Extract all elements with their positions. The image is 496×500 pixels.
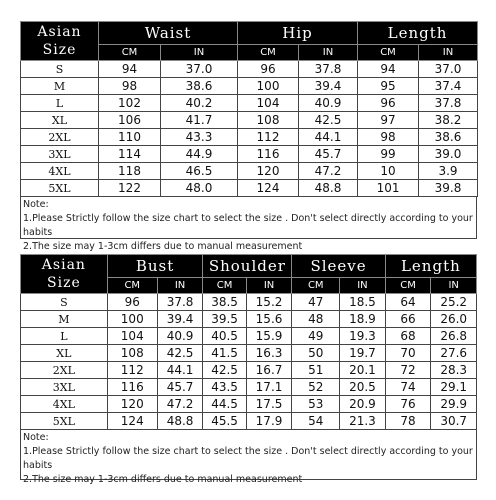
table-row — [21, 146, 478, 163]
size-cell: M — [21, 78, 99, 95]
size-header-line1: Asian — [41, 257, 86, 273]
size-column-header — [21, 255, 108, 294]
table-row — [21, 294, 477, 311]
measurement-cell: 101 — [358, 180, 419, 197]
measurement-cell: 48.8 — [157, 413, 203, 430]
size-cell: 5XL — [21, 413, 108, 430]
measurement-cell: 37.8 — [299, 61, 358, 78]
table-row — [21, 396, 477, 413]
size-header-line1: Asian — [37, 24, 82, 40]
measurement-cell: 15.9 — [246, 328, 292, 345]
group-header-shoulder: Shoulder — [203, 255, 292, 278]
size-cell: 2XL — [21, 362, 108, 379]
measurement-cell: 66 — [385, 311, 431, 328]
table-row — [21, 61, 478, 78]
size-cell: 4XL — [21, 396, 108, 413]
size-cell: 3XL — [21, 379, 108, 396]
measurement-cell: 52 — [292, 379, 340, 396]
measurement-cell: 39.5 — [203, 311, 246, 328]
measurement-cell: 46.5 — [161, 163, 238, 180]
unit-header-in: IN — [157, 278, 203, 294]
measurement-cell: 108 — [107, 345, 157, 362]
measurement-cell: 17.1 — [246, 379, 292, 396]
size-cell: 5XL — [21, 180, 99, 197]
measurement-cell: 51 — [292, 362, 340, 379]
measurement-cell: 20.1 — [340, 362, 386, 379]
note-line-2: 2.The size may 1-3cm differs due to manual measurement — [23, 474, 303, 485]
measurement-cell: 43.5 — [203, 379, 246, 396]
measurement-cell: 16.7 — [246, 362, 292, 379]
measurement-cell: 114 — [99, 146, 161, 163]
unit-header-cm: CM — [99, 45, 161, 61]
measurement-cell: 48.8 — [299, 180, 358, 197]
table-row — [21, 180, 478, 197]
unit-header-cm: CM — [292, 278, 340, 294]
measurement-cell: 41.5 — [203, 345, 246, 362]
measurement-cell: 16.3 — [246, 345, 292, 362]
table-row — [21, 129, 478, 146]
table-body — [21, 294, 477, 430]
table-row — [21, 95, 478, 112]
unit-header-in: IN — [431, 278, 477, 294]
size-table — [20, 21, 478, 197]
unit-header-cm: CM — [238, 45, 299, 61]
measurement-cell: 98 — [358, 129, 419, 146]
measurement-cell: 48 — [292, 311, 340, 328]
measurement-cell: 96 — [107, 294, 157, 311]
measurement-cell: 98 — [99, 78, 161, 95]
measurement-cell: 29.1 — [431, 379, 477, 396]
size-column-header — [21, 22, 99, 61]
measurement-cell: 37.0 — [161, 61, 238, 78]
measurement-cell: 30.7 — [431, 413, 477, 430]
measurement-cell: 116 — [238, 146, 299, 163]
unit-header-cm: CM — [107, 278, 157, 294]
measurement-cell: 47.2 — [299, 163, 358, 180]
measurement-cell: 39.4 — [157, 311, 203, 328]
measurement-cell: 42.5 — [299, 112, 358, 129]
measurement-cell: 15.2 — [246, 294, 292, 311]
measurement-cell: 99 — [358, 146, 419, 163]
size-cell: L — [21, 95, 99, 112]
unit-header-in: IN — [161, 45, 238, 61]
measurement-cell: 106 — [99, 112, 161, 129]
measurement-cell: 40.5 — [203, 328, 246, 345]
measurement-cell: 26.8 — [431, 328, 477, 345]
measurement-cell: 45.7 — [157, 379, 203, 396]
measurement-cell: 124 — [238, 180, 299, 197]
table-row — [21, 345, 477, 362]
measurement-cell: 95 — [358, 78, 419, 95]
size-cell: 2XL — [21, 129, 99, 146]
table-row — [21, 163, 478, 180]
size-cell: S — [21, 294, 108, 311]
measurement-cell: 20.5 — [340, 379, 386, 396]
group-header-hip: Hip — [238, 22, 358, 45]
measurement-cell: 68 — [385, 328, 431, 345]
measurement-cell: 27.6 — [431, 345, 477, 362]
notes-box — [20, 197, 477, 252]
unit-header-in: IN — [419, 45, 478, 61]
table-row — [21, 362, 477, 379]
note-line-1: 1.Please Strictly follow the size chart to select the size . Don't select directly according to your habits — [23, 446, 473, 471]
table-body — [21, 61, 478, 197]
measurement-cell: 72 — [385, 362, 431, 379]
measurement-cell: 40.9 — [299, 95, 358, 112]
table-row — [21, 78, 478, 95]
size-cell: S — [21, 61, 99, 78]
size-cell: 4XL — [21, 163, 99, 180]
measurement-cell: 47.2 — [157, 396, 203, 413]
measurement-cell: 15.6 — [246, 311, 292, 328]
unit-header-cm: CM — [203, 278, 246, 294]
measurement-cell: 112 — [238, 129, 299, 146]
measurement-cell: 45.7 — [299, 146, 358, 163]
measurement-cell: 26.0 — [431, 311, 477, 328]
group-header-sleeve: Sleeve — [292, 255, 385, 278]
measurement-cell: 97 — [358, 112, 419, 129]
measurement-cell: 108 — [238, 112, 299, 129]
measurement-cell: 102 — [99, 95, 161, 112]
table-row — [21, 328, 477, 345]
measurement-cell: 118 — [99, 163, 161, 180]
size-cell: M — [21, 311, 108, 328]
measurement-cell: 64 — [385, 294, 431, 311]
measurement-cell: 94 — [358, 61, 419, 78]
measurement-cell: 41.7 — [161, 112, 238, 129]
size-cell: 3XL — [21, 146, 99, 163]
measurement-cell: 48.0 — [161, 180, 238, 197]
table-row — [21, 413, 477, 430]
measurement-cell: 29.9 — [431, 396, 477, 413]
measurement-cell: 39.0 — [419, 146, 478, 163]
measurement-cell: 38.5 — [203, 294, 246, 311]
size-cell: XL — [21, 345, 108, 362]
group-header-bust: Bust — [107, 255, 203, 278]
measurement-cell: 43.3 — [161, 129, 238, 146]
group-header-waist: Waist — [99, 22, 238, 45]
measurement-cell: 104 — [238, 95, 299, 112]
unit-header-cm: CM — [358, 45, 419, 61]
measurement-cell: 112 — [107, 362, 157, 379]
measurement-cell: 19.7 — [340, 345, 386, 362]
measurement-cell: 44.9 — [161, 146, 238, 163]
measurement-cell: 50 — [292, 345, 340, 362]
unit-header-cm: CM — [385, 278, 431, 294]
unit-header-in: IN — [246, 278, 292, 294]
measurement-cell: 37.8 — [419, 95, 478, 112]
measurement-cell: 104 — [107, 328, 157, 345]
measurement-cell: 3.9 — [419, 163, 478, 180]
measurement-cell: 37.8 — [157, 294, 203, 311]
measurement-cell: 122 — [99, 180, 161, 197]
measurement-cell: 116 — [107, 379, 157, 396]
measurement-cell: 19.3 — [340, 328, 386, 345]
measurement-cell: 17.9 — [246, 413, 292, 430]
measurement-cell: 38.6 — [161, 78, 238, 95]
measurement-cell: 21.3 — [340, 413, 386, 430]
measurement-cell: 100 — [107, 311, 157, 328]
measurement-cell: 96 — [358, 95, 419, 112]
measurement-cell: 17.5 — [246, 396, 292, 413]
measurement-cell: 10 — [358, 163, 419, 180]
size-cell: L — [21, 328, 108, 345]
measurement-cell: 74 — [385, 379, 431, 396]
measurement-cell: 20.9 — [340, 396, 386, 413]
measurement-cell: 76 — [385, 396, 431, 413]
measurement-cell: 39.4 — [299, 78, 358, 95]
measurement-cell: 25.2 — [431, 294, 477, 311]
measurement-cell: 124 — [107, 413, 157, 430]
measurement-cell: 70 — [385, 345, 431, 362]
measurement-cell: 54 — [292, 413, 340, 430]
measurement-cell: 18.5 — [340, 294, 386, 311]
note-line-2: 2.The size may 1-3cm differs due to manual measurement — [23, 241, 303, 252]
measurement-cell: 37.4 — [419, 78, 478, 95]
table-row — [21, 379, 477, 396]
note-heading: Note: — [23, 199, 49, 210]
measurement-cell: 28.3 — [431, 362, 477, 379]
measurement-cell: 44.1 — [157, 362, 203, 379]
table-row — [21, 311, 477, 328]
measurement-cell: 100 — [238, 78, 299, 95]
group-header-length: Length — [385, 255, 476, 278]
measurement-cell: 45.5 — [203, 413, 246, 430]
measurement-cell: 78 — [385, 413, 431, 430]
note-line-1: 1.Please Strictly follow the size chart to select the size . Don't select directly according to your habits — [23, 213, 473, 238]
measurement-cell: 53 — [292, 396, 340, 413]
notes-box — [20, 430, 477, 485]
measurement-cell: 120 — [107, 396, 157, 413]
measurement-cell: 42.5 — [157, 345, 203, 362]
measurement-cell: 40.9 — [157, 328, 203, 345]
size-cell: XL — [21, 112, 99, 129]
measurement-cell: 120 — [238, 163, 299, 180]
table-row — [21, 112, 478, 129]
unit-header-in: IN — [340, 278, 386, 294]
size-chart-waist-hip-length — [20, 21, 477, 252]
measurement-cell: 96 — [238, 61, 299, 78]
size-header-line2: Size — [47, 275, 81, 291]
measurement-cell: 37.0 — [419, 61, 478, 78]
measurement-cell: 42.5 — [203, 362, 246, 379]
measurement-cell: 44.1 — [299, 129, 358, 146]
unit-header-in: IN — [299, 45, 358, 61]
group-header-length: Length — [358, 22, 478, 45]
measurement-cell: 47 — [292, 294, 340, 311]
measurement-cell: 39.8 — [419, 180, 478, 197]
measurement-cell: 49 — [292, 328, 340, 345]
measurement-cell: 38.6 — [419, 129, 478, 146]
measurement-cell: 18.9 — [340, 311, 386, 328]
measurement-cell: 94 — [99, 61, 161, 78]
size-header-line2: Size — [42, 42, 77, 58]
size-chart-bust-shoulder-sleeve-length — [20, 254, 477, 485]
measurement-cell: 38.2 — [419, 112, 478, 129]
size-table — [20, 254, 477, 430]
note-heading: Note: — [23, 432, 49, 443]
measurement-cell: 110 — [99, 129, 161, 146]
measurement-cell: 40.2 — [161, 95, 238, 112]
measurement-cell: 44.5 — [203, 396, 246, 413]
